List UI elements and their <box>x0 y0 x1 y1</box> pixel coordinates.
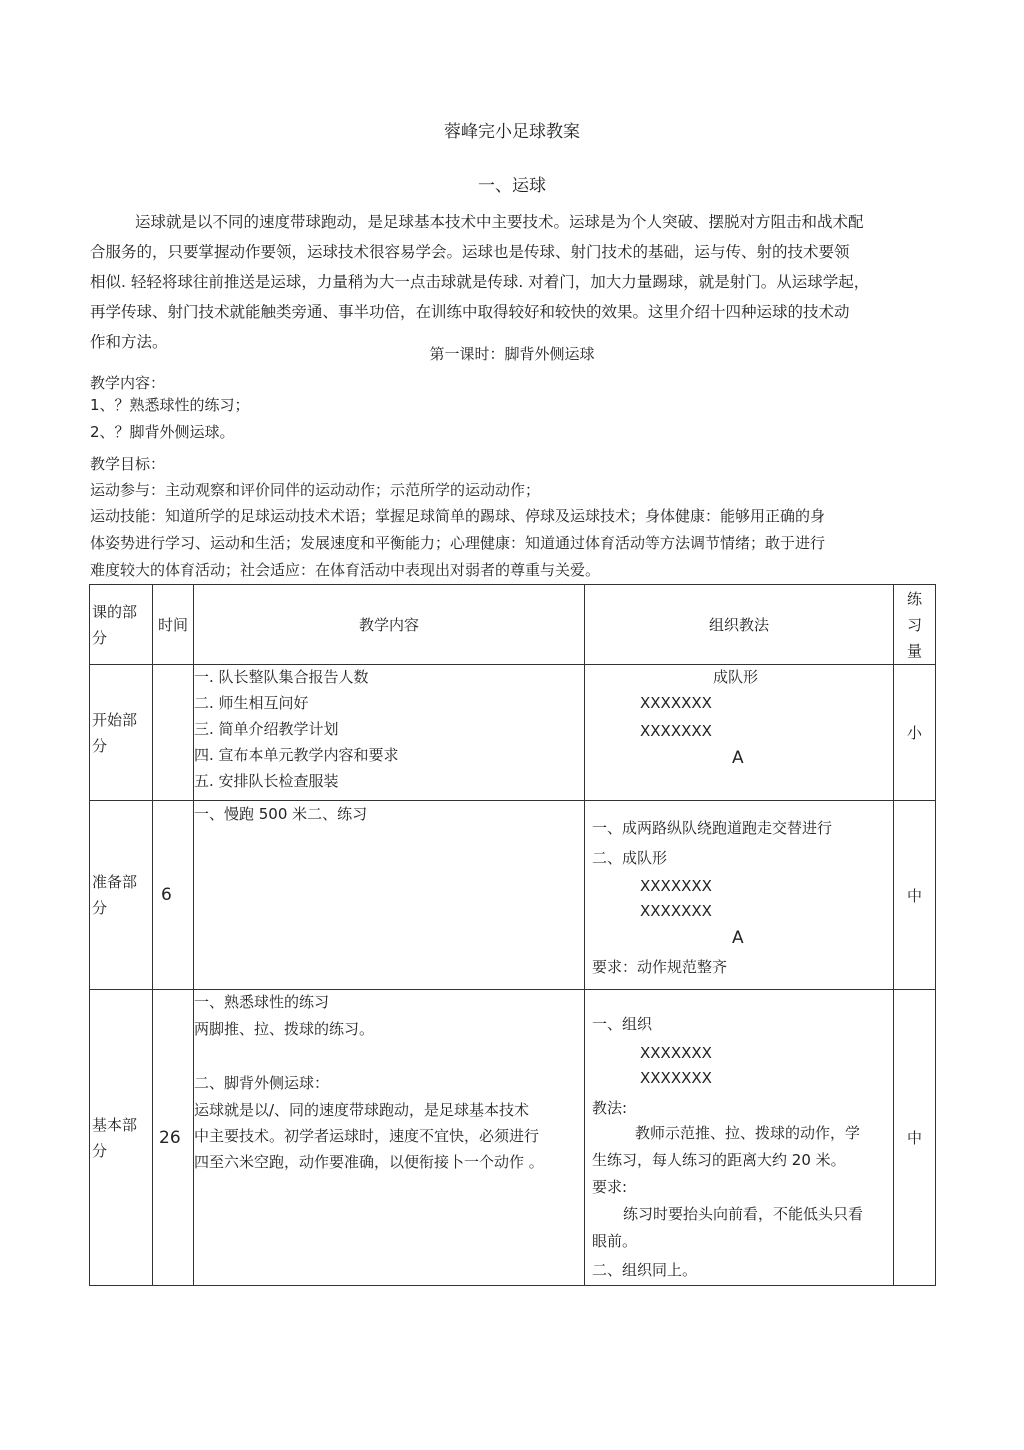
lesson-plan-table <box>89 584 936 1286</box>
row-amount: 小 <box>894 665 936 801</box>
row-method: 一、组织 XXXXXXX XXXXXXX 教法: 教师示范推、拉、拨球的动作，学 生练习，每人练习的距离大约 20 米。 要求: 练习时要抬头向前看，不能低头只看 眼前。 二、组织同上。 <box>585 990 894 1286</box>
row-content: 一、熟悉球性的练习 两脚推、拉、拨球的练习。 二、脚背外侧运球： 运球就是以/、同的速度带球跑动，是足球基本技术 中主要技术。初学者运球时，速度不宜快，必须进行 四至六米空跑，动作要准确，以便衔接卜一个动作 。 <box>194 990 585 1286</box>
goal-line: 运动参与：主动观察和评价同伴的运动动作；示范所学的运动动作； <box>90 481 541 499</box>
header-method: 组织教法 <box>585 585 894 665</box>
header-content: 教学内容 <box>194 585 585 665</box>
table-header-row <box>90 585 936 665</box>
goal-label: 教学目标： <box>90 455 166 473</box>
row-method: 成队形 XXXXXXX XXXXXXX A <box>585 665 894 801</box>
intro-line: 相似. 轻轻将球往前推送是运球，力量稍为大一点击球就是传球. 对着门，加大力量踢球，就是射门。从运球学起， <box>90 273 870 291</box>
row-time: 26 <box>153 990 194 1286</box>
row-part: 开始部 分 <box>90 665 153 801</box>
table-row <box>90 990 936 1286</box>
row-time <box>153 665 194 801</box>
lesson-title: 第一课时：脚背外侧运球 <box>429 345 595 363</box>
header-amount: 练 习 量 <box>894 585 936 665</box>
row-content: 一、慢跑 500 米二、练习 <box>194 801 585 990</box>
header-time: 时间 <box>153 585 194 665</box>
intro-paragraph <box>90 207 938 357</box>
row-part: 准备部 分 <box>90 801 153 990</box>
goal-line: 运动技能：知道所学的足球运动技术术语；掌握足球简单的踢球、停球及运球技术；身体健康：能够用正确的身 <box>90 507 826 525</box>
intro-line: 合服务的，只要掌握动作要领，运球技术很容易学会。运球也是传球、射门技术的基础，运与传、射的技术要领 <box>90 243 850 261</box>
row-method: 一、成两路纵队绕跑道跑走交替进行 二、成队形 XXXXXXX XXXXXXX A 要求：动作规范整齐 <box>585 801 894 990</box>
header-part: 课的部 分 <box>90 585 153 665</box>
intro-line: 运球就是以不同的速度带球跑动，是足球基本技术中主要技术。运球是为个人突破、摆脱对方阻击和战术配 <box>135 213 864 231</box>
table-row <box>90 801 936 990</box>
row-amount: 中 <box>894 801 936 990</box>
table-row <box>90 665 936 801</box>
content-item: 2、？脚背外侧运球。 <box>90 423 235 441</box>
row-content: 一. 队长整队集合报告人数 二. 师生相互问好 三. 简单介绍教学计划 四. 宣布本单元教学内容和要求 五. 安排队长检查服装 <box>194 665 585 801</box>
intro-line: 再学传球、射门技术就能触类旁通、事半功倍，在训练中取得较好和较快的效果。这里介绍十四种运球的技术动 <box>90 303 850 321</box>
content-label: 教学内容： <box>90 374 166 392</box>
goal-line: 体姿势进行学习、运动和生活；发展速度和平衡能力；心理健康：知道通过体育活动等方法调节情绪；敢于进行 <box>90 534 826 552</box>
section-heading: 一、运球 <box>478 176 546 196</box>
row-part: 基本部 分 <box>90 990 153 1286</box>
intro-line: 作和方法。 <box>90 333 168 351</box>
document-title: 蓉峰完小足球教案 <box>444 122 580 142</box>
row-amount: 中 <box>894 990 936 1286</box>
row-time: 6 <box>153 801 194 990</box>
goal-line: 难度较大的体育活动；社会适应：在体育活动中表现出对弱者的尊重与关爱。 <box>90 561 601 579</box>
content-item: 1、？熟悉球性的练习； <box>90 396 250 414</box>
